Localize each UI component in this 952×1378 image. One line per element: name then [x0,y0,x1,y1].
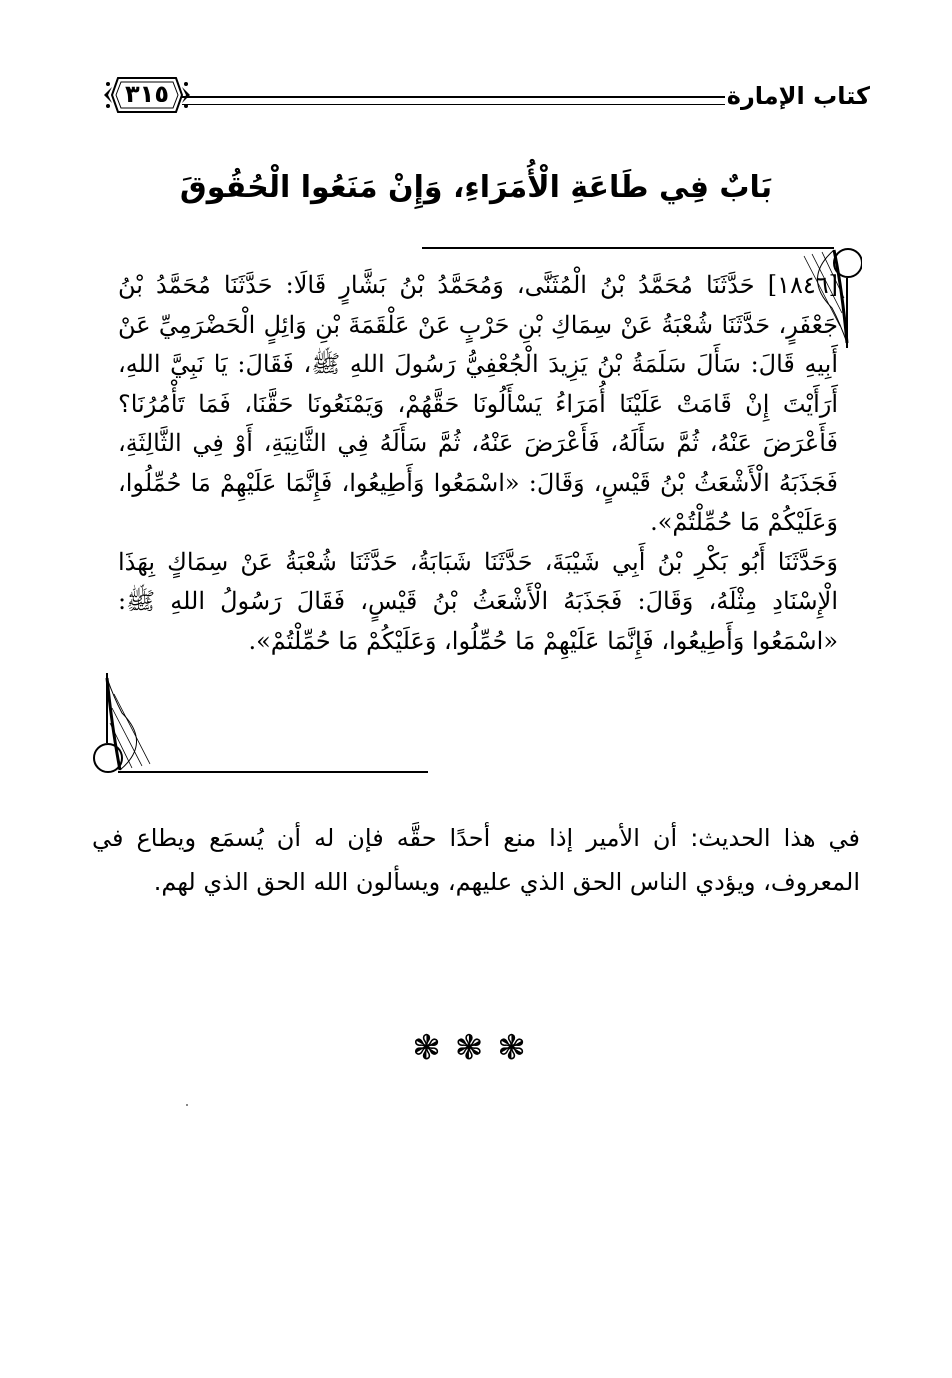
book-title: كتاب الإمارة [726,82,870,110]
page-number-ornament [102,72,192,118]
hadith-paragraph: [١٨٤٦] حَدَّثَنَا مُحَمَّدُ بْنُ الْمُثَنَّى، وَمُحَمَّدُ بْنُ بَشَّارٍ قَالَا: حَدَّثَنَا مُحَمَّدُ بْنُ جَعْفَرٍ، حَدَّثَنَا شُعْبَةُ عَنْ سِمَاكِ بْنِ حَرْبٍ عَنْ عَلْقَمَةَ بْنِ وَائِلٍ الْحَضْرَمِيِّ عَنْ أَبِيهِ قَالَ: سَأَلَ سَلَمَةُ بْنُ يَزِيدَ الْجُعْفِيُّ رَسُولَ اللهِ ﷺ، فَقَالَ: يَا نَبِيَّ اللهِ، أَرَأَيْتَ إِنْ قَامَتْ عَلَيْنَا أُمَرَاءُ يَسْأَلُونَا حَقَّهُمْ، وَيَمْنَعُونَا حَقَّنَا، فَمَا تَأْمُرُنَا؟ فَأَعْرَضَ عَنْهُ، ثُمَّ سَأَلَهُ، فَأَعْرَضَ عَنْهُ، ثُمَّ سَأَلَهُ فِي الثَّانِيَةِ، أَوْ فِي الثَّالِثَةِ، فَجَذَبَهُ الْأَشْعَثُ بْنُ قَيْسٍ، وَقَالَ: «اسْمَعُوا وَأَطِيعُوا، فَإِنَّمَا عَلَيْهِمْ مَا حُمِّلُوا، وَعَلَيْكُمْ مَا حُمِّلْتُمْ». [118,271,839,536]
page-speck [186,1104,188,1106]
hadith-paragraph: وَحَدَّثَنَا أَبُو بَكْرِ بْنُ أَبِي شَيْبَةَ، حَدَّثَنَا شَبَابَةُ، حَدَّثَنَا شُعْبَةُ عَنْ سِمَاكٍ بِهَذَا الْإِسْنَادِ مِثْلَهُ، وَقَالَ: فَجَذَبَهُ الْأَشْعَثُ بْنُ قَيْسٍ، فَقَالَ رَسُولُ اللهِ ﷺ: «اسْمَعُوا وَأَطِيعُوا، فَإِنَّمَا عَلَيْهِمْ مَا حُمِّلُوا، وَعَلَيْكُمْ مَا حُمِّلْتُمْ». [118,547,838,655]
commentary-text: في هذا الحديث: أن الأمير إذا منع أحدًا حقَّه فإن له أن يُسمَع ويطاع في المعروف، ويؤدي الناس الحق الذي عليهم، ويسألون الله الحق الذي لهم. [92,824,860,896]
chapter-title: بَابٌ فِي طَاعَةِ الْأُمَرَاءِ، وَإِنْ مَنَعُوا الْحُقُوقَ [179,170,773,205]
corner-ornament-icon [94,673,150,772]
page-header [90,60,870,130]
hadith-text [118,266,838,661]
header-rule [182,96,725,105]
page-number: ٣١٥ [125,80,169,108]
section-separator-stars: ❃❃❃ [412,1028,540,1068]
